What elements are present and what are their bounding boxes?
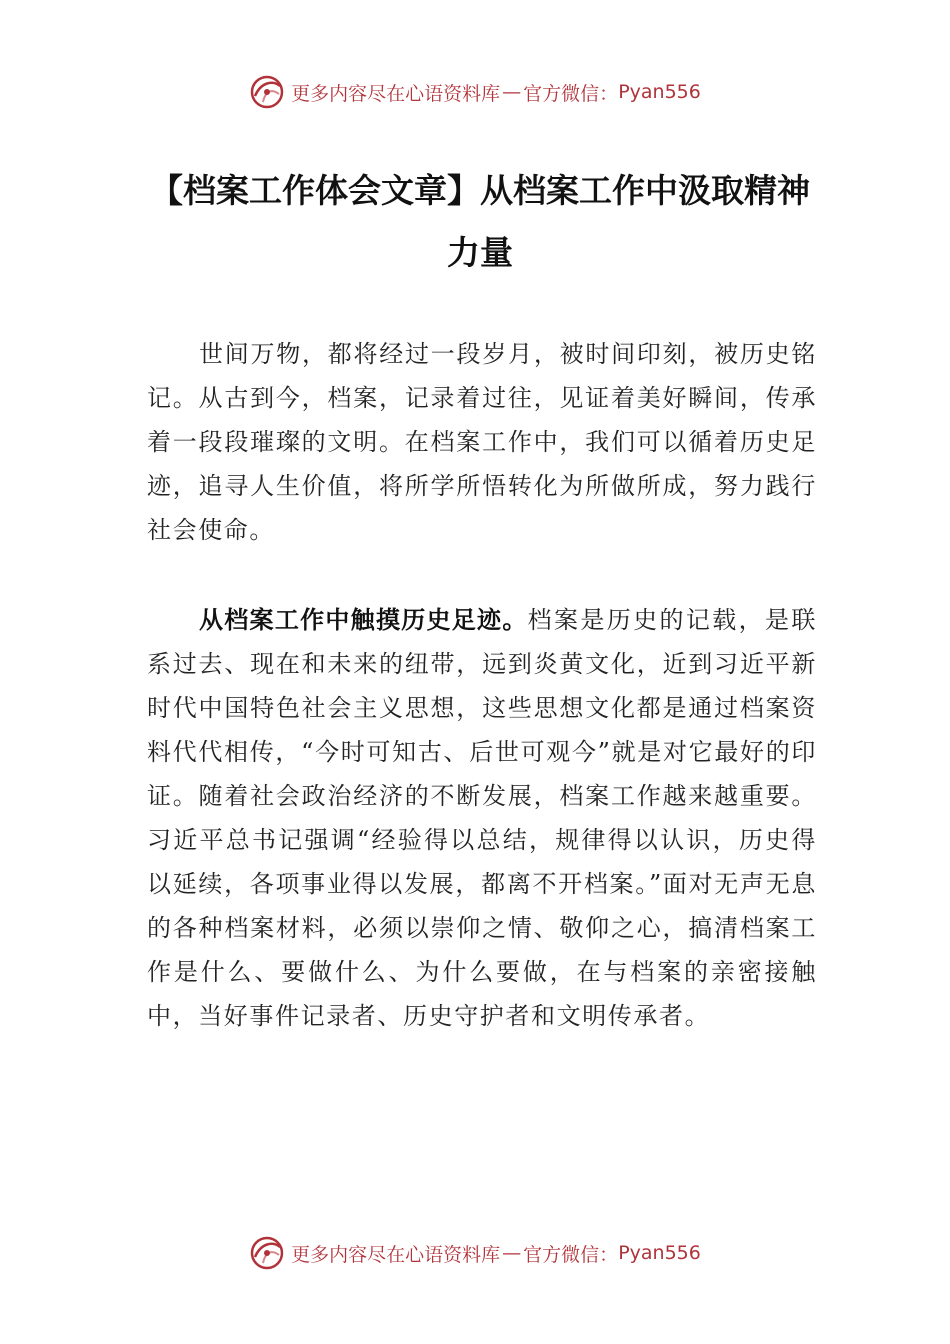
paragraph-2-text: 档案是历史的记载，是联系过去、现在和未来的纽带，远到炎黄文化，近到习近平新时代中国特色社会主义思想，这些思想文化都是通过档案资料代代相传，“今时可知古、后世可观今”就是对它最好的印证。随着社会政治经济的不断发展，档案工作越来越重要。习近平总书记强调“经验得以总结，规律得以认识，历史得以延续，各项事业得以发展，都离不开档案。”面对无声无息的各种档案材料，必须以崇仰之情、敬仰之心，搞清档案工作是什么、要做什么、为什么要做，在与档案的亲密接触中，当好事件记录者、历史守护者和文明传承者。 — [147, 606, 818, 1030]
watermark-text: 更多内容尽在心语资料库 — [291, 82, 501, 105]
logo-icon — [249, 1235, 285, 1271]
document-title: 【档案工作体会文章】从档案工作中汲取精神力量 — [150, 171, 810, 272]
watermark-contact-id: Pyan556 — [618, 81, 701, 103]
watermark-separator: — — [502, 81, 522, 103]
paragraph-1 — [147, 332, 817, 552]
paragraph-2 — [147, 598, 817, 1038]
watermark-contact-id: Pyan556 — [618, 1242, 701, 1264]
watermark-separator: — — [502, 1242, 522, 1264]
watermark-contact-label: 官方微信： — [523, 82, 619, 105]
watermark-text: 更多内容尽在心语资料库 — [291, 1243, 501, 1266]
logo-icon — [249, 74, 285, 110]
watermark-contact-label: 官方微信： — [523, 1243, 619, 1266]
paragraph-1-text: 世间万物，都将经过一段岁月，被时间印刻，被历史铭记。从古到今，档案，记录着过往，见证着美好瞬间，传承着一段段璀璨的文明。在档案工作中，我们可以循着历史足迹，追寻人生价值，将所学所悟转化为所做所成，努力践行社会使命。 — [147, 340, 817, 544]
footer-watermark — [0, 1233, 950, 1273]
paragraph-2-lead: 从档案工作中触摸历史足迹。 — [199, 606, 528, 634]
header-watermark — [0, 72, 950, 112]
